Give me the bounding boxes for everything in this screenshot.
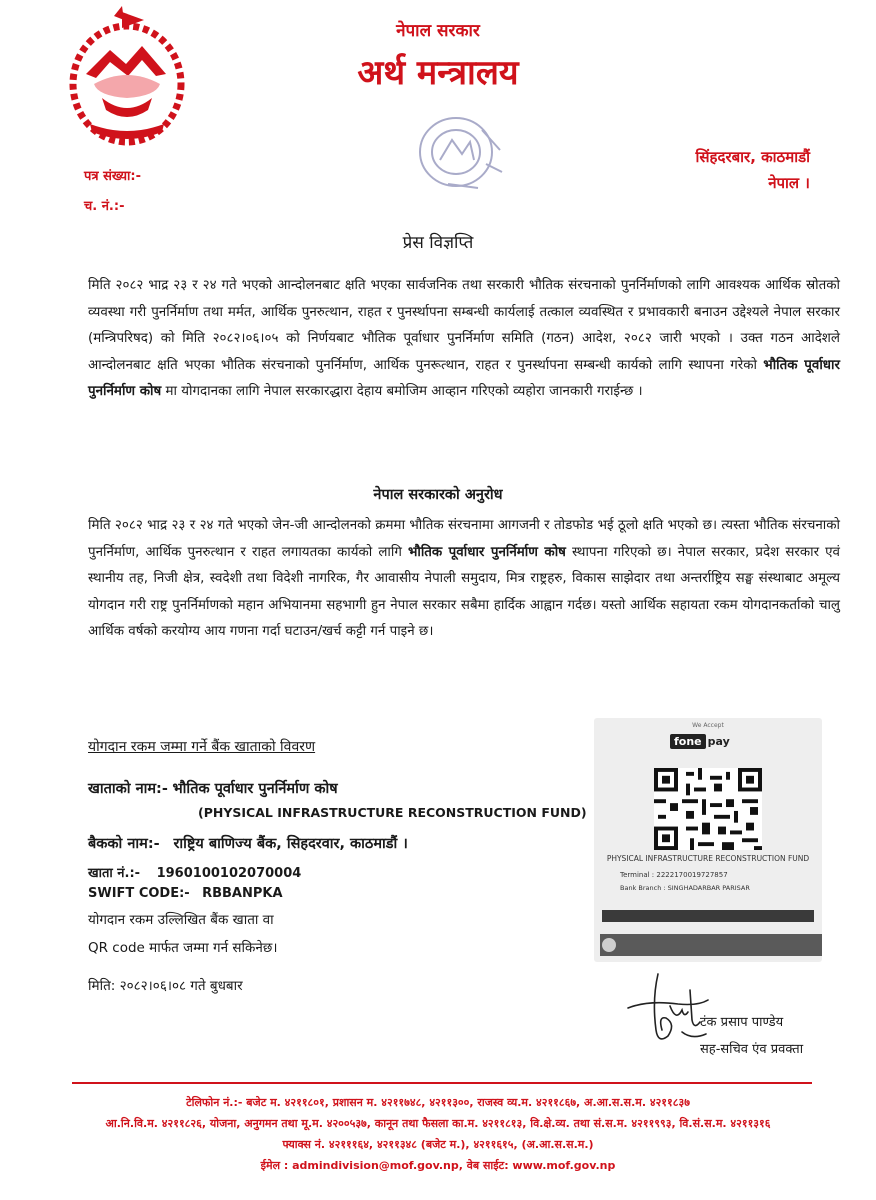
address-line-2: नेपाल । [768,174,810,192]
bank-name-label: बैकको नाम:- [88,836,160,852]
intro-paragraph [88,273,840,406]
swift-code-row [88,886,283,901]
account-number-value: 1960100102070004 [156,866,302,881]
document-title: प्रेस विज्ञप्ति [402,233,474,253]
account-name-value: भौतिक पूर्वाधार पुनर्निर्माण कोष [172,781,338,797]
qr-bank-branch: Bank Branch : SINGHADARBAR PARISAR [620,884,750,892]
request-fund-name: भौतिक पूर्वाधार पुनर्निर्माण कोष [407,544,566,560]
intro-text-end: मा योगदानका लागि नेपाल सरकारद्धारा देहाय बमोजिम आव्हान गरिएको व्यहोरा जानकारी गराईन्छ । [161,384,643,399]
bank-logo-icon [602,938,616,952]
account-name-label: खाताको नाम:- [88,781,168,797]
qr-terminal-id: Terminal : 2222170019727857 [620,871,728,879]
bank-details-heading: योगदान रकम जम्मा गर्ने बैंक खाताको विवरण [88,739,316,755]
qr-info-strip [602,910,814,922]
deposit-note-line-1: योगदान रकम उल्लिखित बैंक खाता वा [88,912,274,928]
footer-phone-line-2: आ.नि.वि.म. ४२११८२६, योजना, अनुगमन तथा मू.म. ४२००५३७, कानून तथा फैसला का.म. ४२११८१३, वि.क्षे.व्य. तथा सं.स.म. ४२११९९३, वि.सं.स.म. ४२११३१६ [105,1117,771,1130]
signatory-name: टंक प्रसाप पाण्डेय [700,1015,784,1030]
intro-fund-name: भौतिक पूर्वाधार पुनर्निर्माण कोष [88,357,840,399]
ministry-name: अर्थ मन्त्रालय [357,53,519,93]
address-line-1: सिंहदरबार, काठमाडौं [695,148,810,166]
account-name-row [88,778,338,798]
account-number-row [88,863,301,881]
intro-text-start: मिति २०८२ भाद्र २३ र २४ गते भएको आन्दोलनबाट क्षति भएका सार्वजनिक तथा सरकारी भौतिक संरचनाको पुनर्निर्माणको लागि आवश्यक आर्थिक स्रोतको व्यवस्था गरी पुनर्निर्माण तथा मर्मत, आर्थिक पुनरुत्थान, राहत र पुनर्स्थापना सम्बन्धी कार्यलाई तत्काल व्यवस्थित र प्रभावकारी बनाउन उद्देश्यले नेपाल सरकार (मन्त्रिपरिषद) को मिति २०८२।०६।०५ को निर्णयबाट भौतिक पूर्वाधार पुनर्निर्माण समिति (गठन) आदेश, २०८२ जारी भएको । उक्त गठन आदेशले आन्दोलनबाट क्षति भएका भौतिक संरचनाको पुनर्निर्माण, आर्थिक पुनरूत्थान, राहत र पुनर्स्थापना सम्बन्धी कार्यको लागि स्थापना गरेको [88,278,840,373]
fonepay-logo [670,732,730,750]
request-text-end: स्थापना गरिएको छ। नेपाल सरकार, प्रदेश सरकार एवं स्थानीय तह, निजी क्षेत्र, स्वदेशी तथा विदेशी नागरिक, गैर आवासीय नेपाली समुदाय, मित्र राष्ट्रहरु, विकास साझेदार तथा अन्तर्राष्ट्रिय सङ्घ संस्थाबाट अमूल्य योगदान गरी राष्ट्र पुनर्निर्माणको महान अभियानमा सहभागी हुन नेपाल सरकार सबैमा हार्दिक आह्वान गर्दछ। यस्तो आर्थिक सहायता रकम योगदानकर्ताको चालु आर्थिक वर्षको करयोग्य आय गणना गर्दा घटाउन/खर्च कट्टी गर्न पाइने छ। [88,544,840,639]
request-heading: नेपाल सरकारको अनुरोध [373,487,503,503]
footer-phone-line-1: टेलिफोन नं.:- बजेट म. ४२११८०१, प्रशासन म. ४२११७४८, ४२११३००, राजस्व व्य.म. ४२११८६७, अ.आ.स.स.म. ४२११८३७ [186,1096,690,1109]
bank-name-value: राष्ट्रिय बाणिज्य बैंक, सिहदरवार, काठमाडौं । [173,836,408,852]
qr-code[interactable] [654,768,762,850]
issue-date: मिति: २०८२।०६।०८ गते बुधबार [88,978,243,994]
signatory-title: सह-सचिव एंव प्रवक्ता [700,1042,804,1057]
swift-code-value: RBBANPKA [202,886,283,901]
qr-bank-footer [600,934,822,956]
swift-code-label: SWIFT CODE:- [88,886,190,901]
footer-fax-line: फ्याक्स नं. ४२१११६४, ४२११३४८ (बजेट म.), ४२११६१५, (अ.आ.स.स.म.) [282,1138,594,1151]
footer-divider [72,1082,812,1084]
government-name: नेपाल सरकार [396,21,480,41]
bank-name-row [88,833,408,853]
request-paragraph [88,513,840,646]
account-name-english: (PHYSICAL INFRASTRUCTURE RECONSTRUCTION FUND) [198,805,587,820]
dispatch-number-label: च. नं.:- [84,199,125,214]
qr-accept-text: We Accept [692,722,724,729]
deposit-note-line-2: QR code मार्फत जम्मा गर्न सकिनेछ। [88,940,278,956]
ministry-address [696,144,810,196]
ministry-stamp [408,110,508,200]
account-number-label: खाता नं.:- [88,866,141,881]
footer-contact-line: ईमेल : admindivision@mof.gov.np, वेब साईट: www.mof.gov.np [260,1159,616,1172]
fonepay-qr-card [594,718,822,962]
fonepay-logo-pay: pay [707,734,730,748]
reference-number-label: पत्र संख्या:- [84,169,141,184]
fonepay-logo-fone: fone [670,734,706,749]
qr-fund-name: PHYSICAL INFRASTRUCTURE RECONSTRUCTION FUND [606,854,810,863]
request-text-start: मिति २०८२ भाद्र २३ र २४ गते भएको जेन-जी आन्दोलनको क्रममा भौतिक संरचनामा आगजनी र तोडफोड भई ठूलो क्षति भएको छ। त्यस्ता भौतिक संरचनाको पुनर्निर्माण, आर्थिक पुनरुत्थान र राहत लगायतका कार्यको लागि [88,518,840,560]
